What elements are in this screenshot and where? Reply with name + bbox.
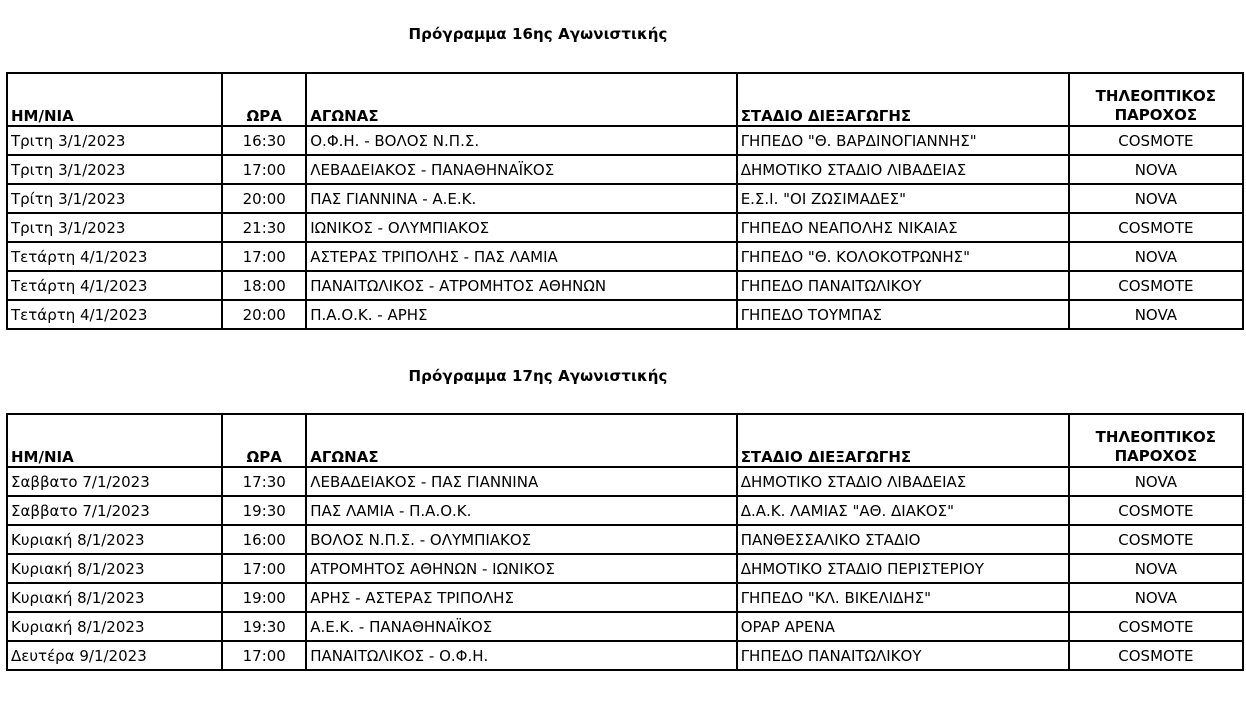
cell-time: 17:00 [222, 242, 306, 271]
header-tv [1069, 73, 1243, 126]
cell-match: ΑΣΤΕΡΑΣ ΤΡΙΠΟΛΗΣ - ΠΑΣ ΛΑΜΙΑ [306, 242, 736, 271]
header-tv-line2: ΠΑΡΟΧΟΣ [1114, 106, 1198, 124]
cell-time: 16:00 [222, 525, 306, 554]
cell-time: 18:00 [222, 271, 306, 300]
cell-tv: NOVA [1069, 155, 1243, 184]
cell-time: 16:30 [222, 126, 306, 155]
cell-date: Κυριακή 8/1/2023 [7, 583, 222, 612]
cell-time: 19:00 [222, 583, 306, 612]
cell-match: ΠΑΣ ΛΑΜΙΑ - Π.Α.Ο.Κ. [306, 496, 736, 525]
header-match: ΑΓΩΝΑΣ [306, 73, 736, 126]
cell-venue: ΔΗΜΟΤΙΚΟ ΣΤΑΔΙΟ ΠΕΡΙΣΤΕΡΙΟΥ [737, 554, 1069, 583]
cell-match: Π.Α.Ο.Κ. - ΑΡΗΣ [306, 300, 736, 329]
cell-date: Κυριακή 8/1/2023 [7, 612, 222, 641]
table-row [7, 300, 1243, 329]
header-date: ΗΜ/ΝΙΑ [7, 73, 222, 126]
cell-venue: ΓΗΠΕΔΟ ΠΑΝΑΙΤΩΛΙΚΟΥ [737, 641, 1069, 670]
table-row [7, 213, 1243, 242]
header-match: ΑΓΩΝΑΣ [306, 414, 736, 467]
cell-match: ΑΤΡΟΜΗΤΟΣ ΑΘΗΝΩΝ - ΙΩΝΙΚΟΣ [306, 554, 736, 583]
cell-date: Δευτέρα 9/1/2023 [7, 641, 222, 670]
cell-match: ΛΕΒΑΔΕΙΑΚΟΣ - ΠΑΝΑΘΗΝΑΪΚΟΣ [306, 155, 736, 184]
cell-tv: COSMOTE [1069, 641, 1243, 670]
table-header-row [7, 414, 1243, 467]
cell-date: Τριτη 3/1/2023 [7, 213, 222, 242]
cell-venue: Δ.Α.Κ. ΛΑΜΙΑΣ "ΑΘ. ΔΙΑΚΟΣ" [737, 496, 1069, 525]
cell-time: 20:00 [222, 184, 306, 213]
table-row [7, 184, 1243, 213]
table-row [7, 525, 1243, 554]
cell-match: Α.Ε.Κ. - ΠΑΝΑΘΗΝΑΪΚΟΣ [306, 612, 736, 641]
round-17-title: Πρόγραμμα 17ης Αγωνιστικής [408, 367, 668, 385]
cell-tv: NOVA [1069, 554, 1243, 583]
cell-tv: COSMOTE [1069, 126, 1243, 155]
cell-venue: ΓΗΠΕΔΟ "Θ. ΚΟΛΟΚΟΤΡΩΝΗΣ" [737, 242, 1069, 271]
table-row [7, 612, 1243, 641]
cell-tv: NOVA [1069, 583, 1243, 612]
cell-date: Τριτη 3/1/2023 [7, 155, 222, 184]
cell-tv: NOVA [1069, 467, 1243, 496]
cell-time: 17:00 [222, 155, 306, 184]
cell-venue: ΓΗΠΕΔΟ "ΚΛ. ΒΙΚΕΛΙΔΗΣ" [737, 583, 1069, 612]
cell-time: 19:30 [222, 496, 306, 525]
cell-date: Τετάρτη 4/1/2023 [7, 271, 222, 300]
table-row [7, 242, 1243, 271]
cell-venue: ΓΗΠΕΔΟ ΠΑΝΑΙΤΩΛΙΚΟΥ [737, 271, 1069, 300]
header-tv-line1: ΤΗΛΕΟΠΤΙΚΟΣ [1095, 428, 1217, 446]
cell-time: 17:00 [222, 641, 306, 670]
cell-tv: COSMOTE [1069, 612, 1243, 641]
cell-venue: ΓΗΠΕΔΟ ΤΟΥΜΠΑΣ [737, 300, 1069, 329]
table-row [7, 126, 1243, 155]
cell-time: 17:00 [222, 554, 306, 583]
header-tv [1069, 414, 1243, 467]
cell-venue: ΔΗΜΟΤΙΚΟ ΣΤΑΔΙΟ ΛΙΒΑΔΕΙΑΣ [737, 155, 1069, 184]
header-tv-line2: ΠΑΡΟΧΟΣ [1114, 447, 1198, 465]
cell-tv: NOVA [1069, 300, 1243, 329]
cell-time: 20:00 [222, 300, 306, 329]
cell-match: Ο.Φ.Η. - ΒΟΛΟΣ Ν.Π.Σ. [306, 126, 736, 155]
table-row [7, 271, 1243, 300]
cell-match: ΑΡΗΣ - ΑΣΤΕΡΑΣ ΤΡΙΠΟΛΗΣ [306, 583, 736, 612]
cell-tv: COSMOTE [1069, 525, 1243, 554]
cell-venue: ΓΗΠΕΔΟ ΝΕΑΠΟΛΗΣ ΝΙΚΑΙΑΣ [737, 213, 1069, 242]
cell-match: ΛΕΒΑΔΕΙΑΚΟΣ - ΠΑΣ ΓΙΑΝΝΙΝΑ [306, 467, 736, 496]
header-time: ΩΡΑ [222, 414, 306, 467]
cell-tv: COSMOTE [1069, 271, 1243, 300]
header-venue: ΣΤΑΔΙΟ ΔΙΕΞΑΓΩΓΗΣ [737, 73, 1069, 126]
cell-venue: Ε.Σ.Ι. "ΟΙ ΖΩΣΙΜΑΔΕΣ" [737, 184, 1069, 213]
cell-date: Κυριακή 8/1/2023 [7, 525, 222, 554]
cell-date: Σαββατο 7/1/2023 [7, 496, 222, 525]
cell-date: Τετάρτη 4/1/2023 [7, 242, 222, 271]
cell-date: Κυριακή 8/1/2023 [7, 554, 222, 583]
cell-time: 17:30 [222, 467, 306, 496]
cell-date: Τετάρτη 4/1/2023 [7, 300, 222, 329]
cell-venue: OPAP ΑΡΕΝΑ [737, 612, 1069, 641]
table-row [7, 641, 1243, 670]
table-row [7, 155, 1243, 184]
cell-tv: COSMOTE [1069, 213, 1243, 242]
cell-match: ΙΩΝΙΚΟΣ - ΟΛΥΜΠΙΑΚΟΣ [306, 213, 736, 242]
cell-match: ΠΑΝΑΙΤΩΛΙΚΟΣ - ΑΤΡΟΜΗΤΟΣ ΑΘΗΝΩΝ [306, 271, 736, 300]
round-17-table [6, 413, 1244, 671]
header-time: ΩΡΑ [222, 73, 306, 126]
cell-match: ΒΟΛΟΣ Ν.Π.Σ. - ΟΛΥΜΠΙΑΚΟΣ [306, 525, 736, 554]
cell-venue: ΔΗΜΟΤΙΚΟ ΣΤΑΔΙΟ ΛΙΒΑΔΕΙΑΣ [737, 467, 1069, 496]
round-16-title: Πρόγραμμα 16ης Αγωνιστικής [408, 25, 668, 43]
cell-tv: NOVA [1069, 184, 1243, 213]
cell-venue: ΓΗΠΕΔΟ "Θ. ΒΑΡΔΙΝΟΓΙΑΝΝΗΣ" [737, 126, 1069, 155]
round-16-table [6, 72, 1244, 330]
header-venue: ΣΤΑΔΙΟ ΔΙΕΞΑΓΩΓΗΣ [737, 414, 1069, 467]
cell-time: 21:30 [222, 213, 306, 242]
table-row [7, 554, 1243, 583]
table-row [7, 496, 1243, 525]
table-row [7, 467, 1243, 496]
table-header-row [7, 73, 1243, 126]
cell-match: ΠΑΝΑΙΤΩΛΙΚΟΣ - Ο.Φ.Η. [306, 641, 736, 670]
cell-tv: COSMOTE [1069, 496, 1243, 525]
cell-date: Τρίτη 3/1/2023 [7, 184, 222, 213]
cell-match: ΠΑΣ ΓΙΑΝΝΙΝΑ - Α.Ε.Κ. [306, 184, 736, 213]
table-row [7, 583, 1243, 612]
cell-date: Τριτη 3/1/2023 [7, 126, 222, 155]
header-date: ΗΜ/ΝΙΑ [7, 414, 222, 467]
header-tv-line1: ΤΗΛΕΟΠΤΙΚΟΣ [1095, 87, 1217, 105]
cell-time: 19:30 [222, 612, 306, 641]
cell-venue: ΠΑΝΘΕΣΣΑΛΙΚΟ ΣΤΑΔΙΟ [737, 525, 1069, 554]
cell-tv: NOVA [1069, 242, 1243, 271]
cell-date: Σαββατο 7/1/2023 [7, 467, 222, 496]
